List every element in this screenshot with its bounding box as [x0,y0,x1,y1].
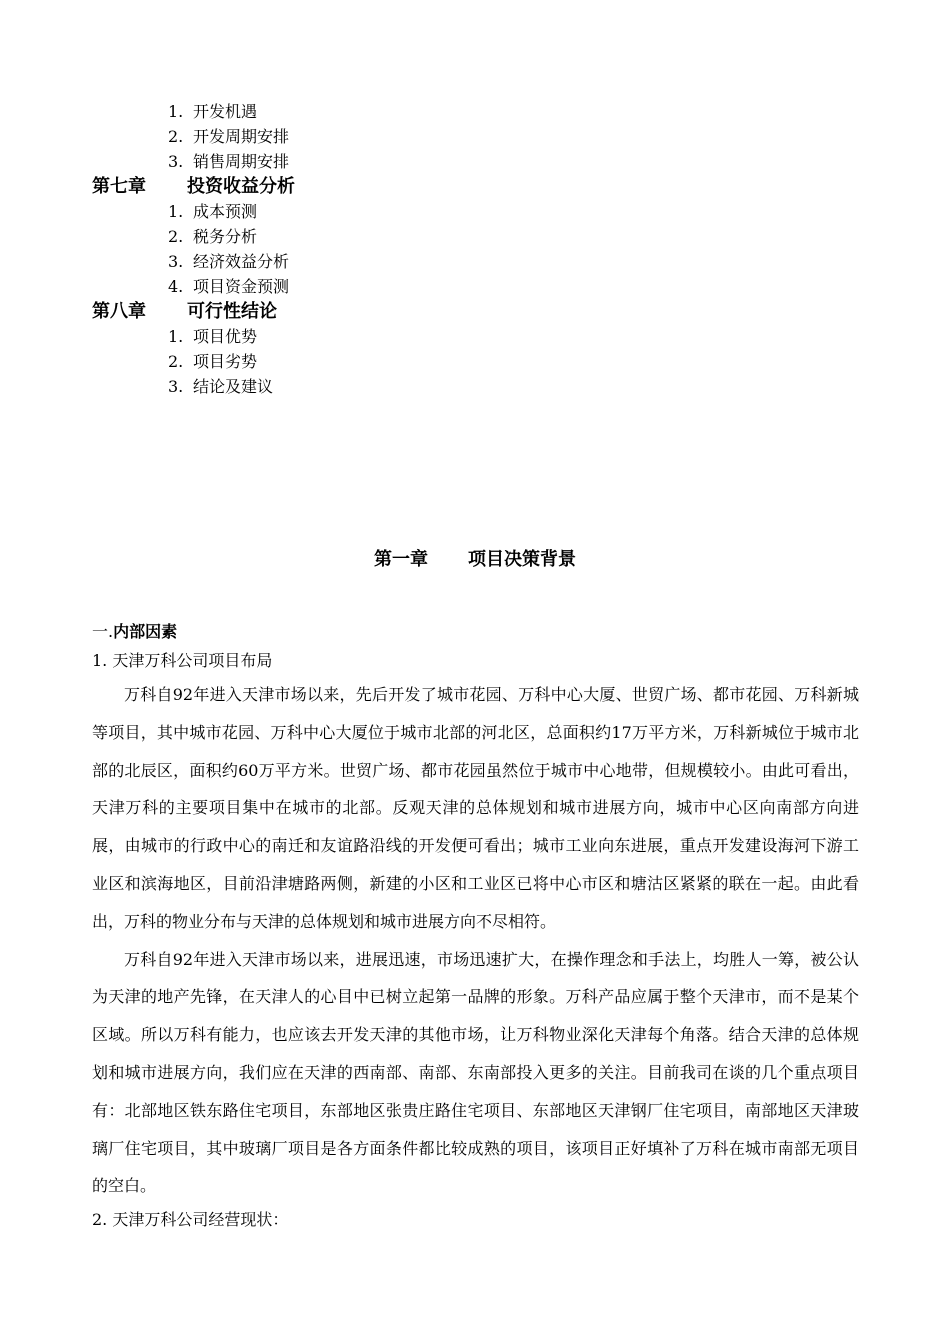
chapter-name: 项目决策背景 [468,549,576,570]
paragraph: 万科自92年进入天津市场以来，先后开发了城市花园、万科中心大厦、世贸广场、都市花园、万科新城等项目，其中城市花园、万科中心大厦位于城市北部的河北区，总面积约17万平方米，万科新城位于城市北部的北辰区，面积约60万平方米。世贸广场、都市花园虽然位于城市中心地带，但规模较小。由此可看出，天津万科的主要项目集中在城市的北部。反观天津的总体规划和城市进展方向，城市中心区向南部方向进展，由城市的行政中心的南迁和友谊路沿线的开发便可看出；城市工业向东进展，重点开发建设海河下游工业区和滨海地区，目前沿津塘路两侧，新建的小区和工业区已将中心市区和塘沽区紧紧的联在一起。由此看出，万科的物业分布与天津的总体规划和城市进展方向不尽相符。 [92,685,859,931]
chapter-body [92,618,859,1235]
toc-item: 1. 成本预测 [168,202,258,221]
toc-item: 1. 项目优势 [168,327,258,346]
toc-item: 2. 开发周期安排 [168,127,290,146]
toc-item: 1. 开发机遇 [168,102,258,121]
table-of-contents [0,99,950,399]
toc-chapter-8: 第八章 可行性结论 [92,301,277,322]
chapter-title [0,548,950,572]
subsection-heading: 2. 天津万科公司经营现状： [92,1210,289,1230]
toc-item: 2. 税务分析 [168,227,258,246]
paragraph: 万科自92年进入天津市场以来，进展迅速，市场迅速扩大，在操作理念和手法上，均胜人一筹，被公认为天津的地产先锋，在天津人的心目中已树立起第一品牌的形象。万科产品应属于整个天津市，而不是某个区域。所以万科有能力，也应该去开发天津的其他市场，让万科物业深化天津每个角落。结合天津的总体规划和城市进展方向，我们应在天津的西南部、南部、东南部投入更多的关注。目前我司在谈的几个重点项目有：北部地区铁东路住宅项目，东部地区张贵庄路住宅项目、东部地区天津钢厂住宅项目，南部地区天津玻璃厂住宅项目，其中玻璃厂项目是各方面条件都比较成熟的项目，该项目正好填补了万科在城市南部无项目的空白。 [92,949,859,1196]
toc-item: 3. 结论及建议 [168,377,274,396]
section-heading: 一.内部因素 [92,622,178,641]
toc-item: 2. 项目劣势 [168,352,258,371]
chapter-number: 第一章 [374,549,428,570]
subsection-heading: 1. 天津万科公司项目布局 [92,651,273,670]
toc-item: 3. 经济效益分析 [168,252,290,271]
toc-item: 3. 销售周期安排 [168,152,290,171]
toc-item: 4. 项目资金预测 [168,277,290,296]
toc-chapter-7: 第七章 投资收益分析 [92,176,295,197]
